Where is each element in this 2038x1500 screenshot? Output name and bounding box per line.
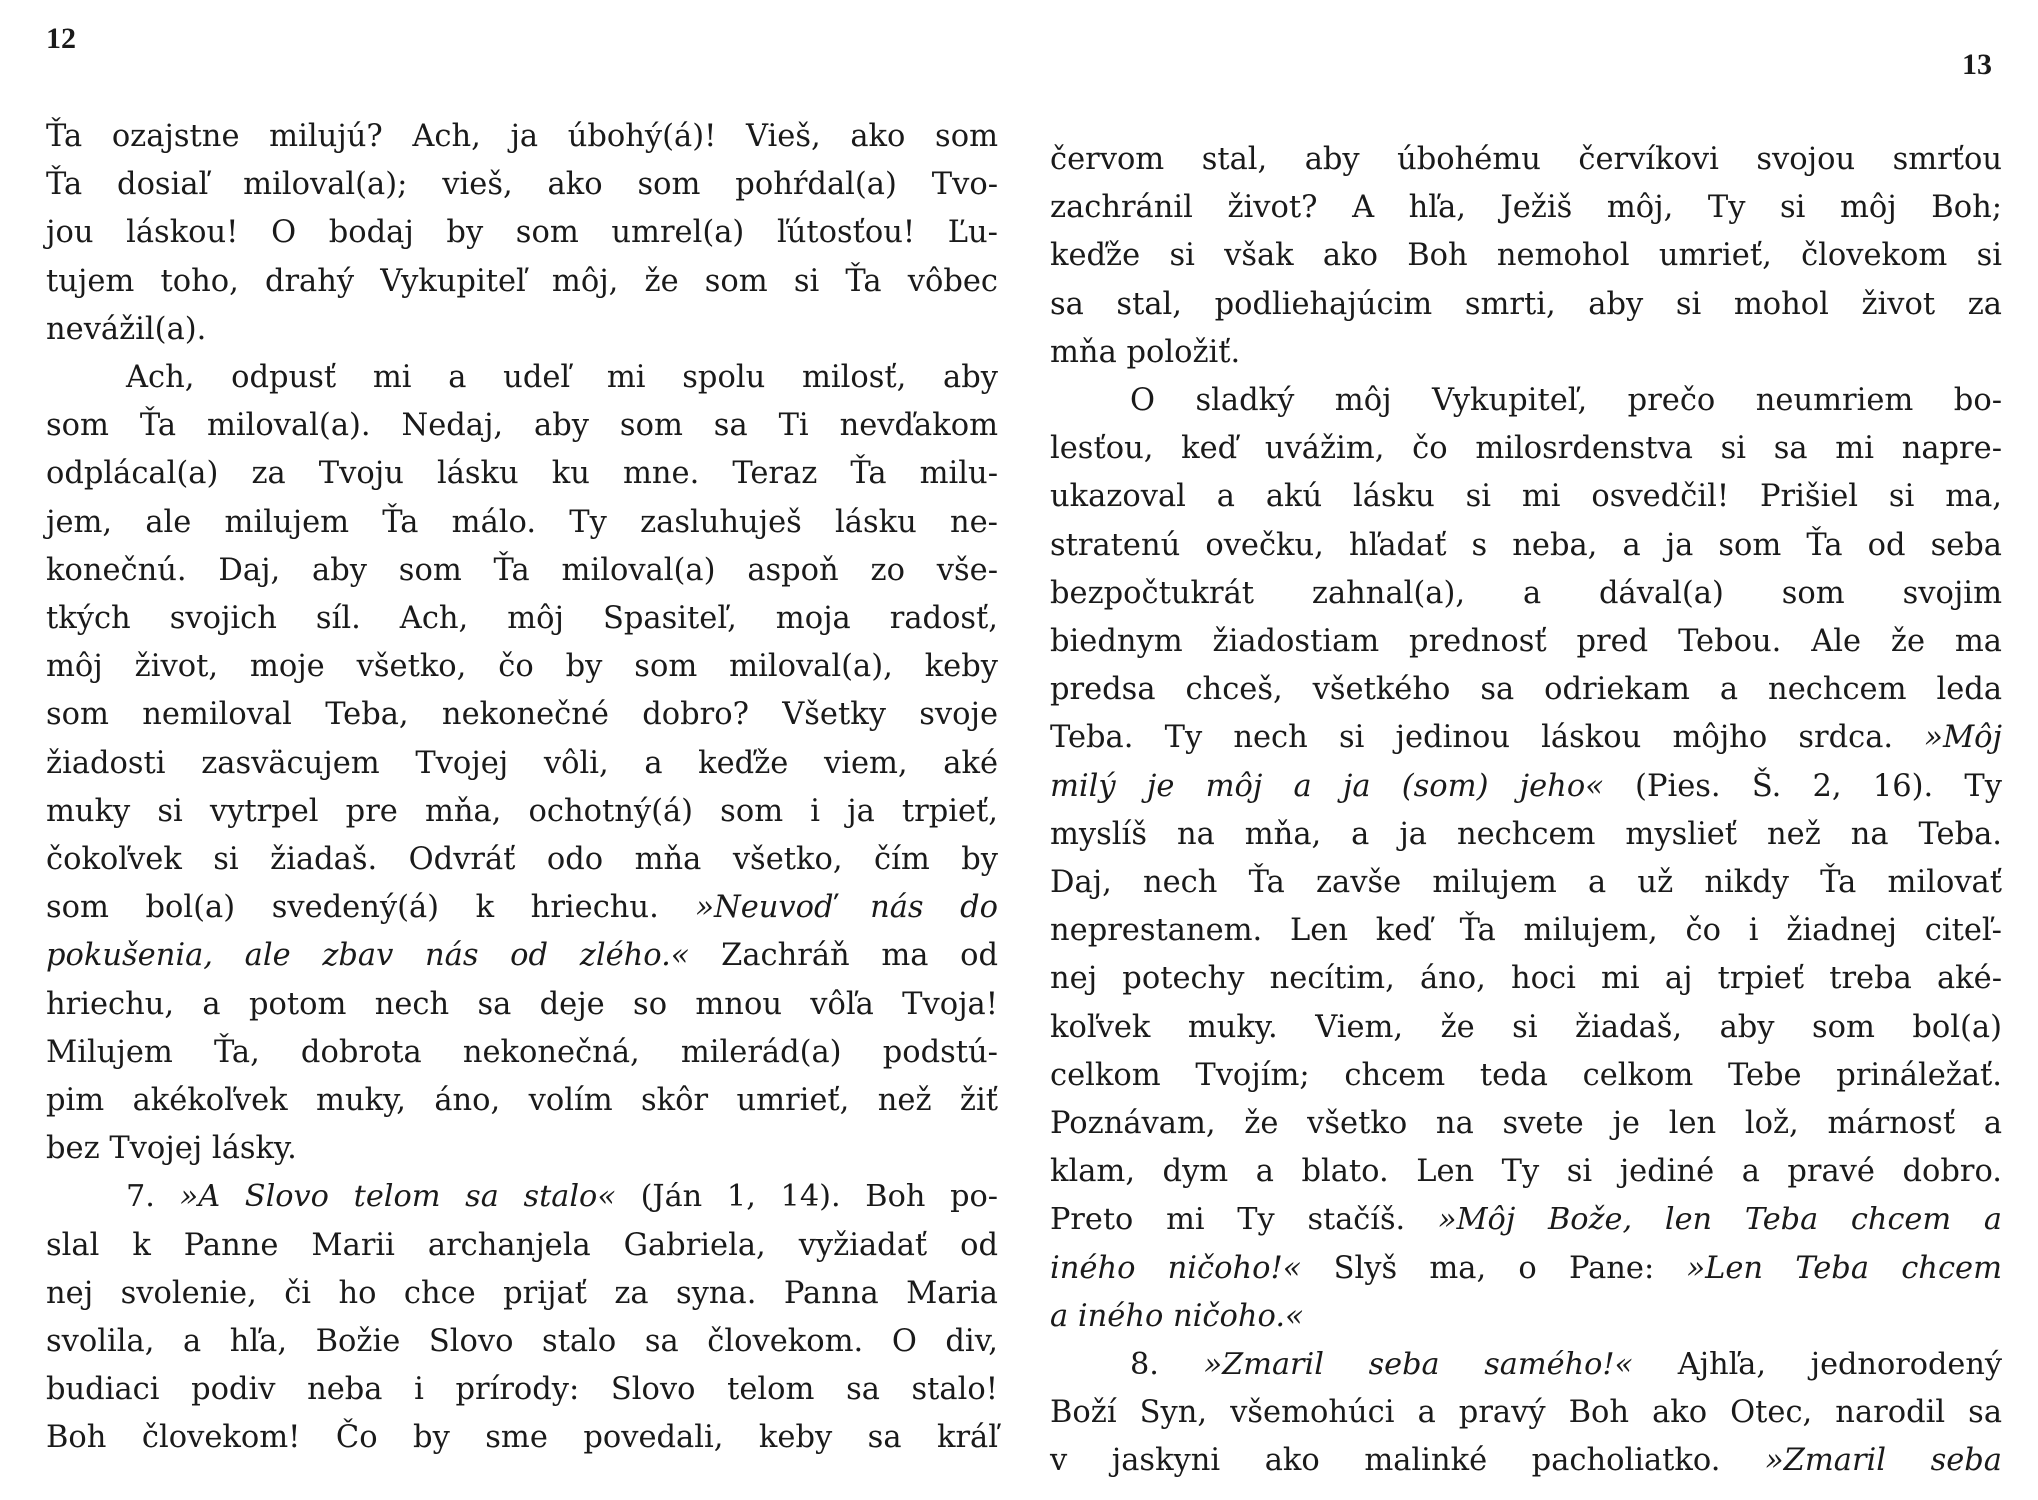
- line-text: stratenú ovečku, hľadať s neba, a ja som Ťa od seba: [1050, 527, 2002, 563]
- text-line: [46, 1414, 998, 1462]
- text-line: [46, 643, 998, 691]
- line-text: som nemiloval Teba, nekonečné dobro? Všetky svoje: [46, 697, 998, 733]
- line-text: koľvek muky. Viem, že si žiadaš, aby som bol(a): [1050, 1009, 2002, 1045]
- line-text: Daj, nech Ťa zavše milujem a už nikdy Ťa milovať: [1050, 865, 2002, 901]
- line-text: predsa chceš, všetkého sa odriekam a nechcem leda: [1050, 672, 2002, 708]
- quoted-text: »Zmaril seba: [1764, 1443, 2002, 1479]
- text-line: [46, 258, 998, 306]
- line-text: jem, ale milujem Ťa málo. Ty zasluhuješ lásku ne-: [46, 504, 998, 540]
- text-column-right: [1050, 136, 2002, 1486]
- line-text: zachránil život? A hľa, Ježiš môj, Ty si môj Boh;: [1050, 190, 2002, 226]
- text-line: [46, 1029, 998, 1077]
- text-line: [1050, 1100, 2002, 1148]
- line-text: biednym žiadostiam prednosť pred Tebou. Ale že ma: [1050, 624, 2002, 660]
- text-line: [1050, 1389, 2002, 1437]
- line-text: môj život, moje všetko, čo by som miloval(a), keby: [46, 649, 998, 685]
- text-line: [1050, 522, 2002, 570]
- line-text: čokoľvek si žiadaš. Odvráť odo mňa všetko, čím by: [46, 842, 998, 878]
- text-line: [1050, 281, 2002, 329]
- text-line: [1050, 425, 2002, 473]
- line-text: slal k Panne Marii archanjela Gabriela, vyžiadať od: [46, 1227, 998, 1263]
- line-text: Ťa dosiaľ miloval(a); vieš, ako som pohŕdal(a) Tvo-: [46, 167, 998, 203]
- text-line: [1050, 1004, 2002, 1052]
- text-line: [1050, 714, 2002, 762]
- text-line: [1050, 473, 2002, 521]
- line-text: 7.: [126, 1179, 180, 1215]
- text-line: [1050, 666, 2002, 714]
- text-line: [1050, 1148, 2002, 1196]
- line-text: Ajhľa, jednorodený: [1633, 1347, 2003, 1383]
- text-line: [46, 354, 998, 402]
- text-line: [46, 836, 998, 884]
- text-line: [46, 1222, 998, 1270]
- text-line: [1050, 907, 2002, 955]
- text-line: [1050, 955, 2002, 1003]
- line-text: nevážil(a).: [46, 311, 207, 347]
- text-line: [46, 402, 998, 450]
- line-text: klam, dym a blato. Len Ty si jediné a pravé dobro.: [1050, 1154, 2002, 1190]
- text-line: [46, 1125, 998, 1173]
- line-text: O sladký môj Vykupiteľ, prečo neumriem bo-: [1130, 383, 2002, 419]
- line-text: Preto mi Ty stačíš.: [1050, 1202, 1438, 1238]
- line-text: tkých svojich síl. Ach, môj Spasiteľ, moja radosť,: [46, 601, 998, 637]
- line-text: odplácal(a) za Tvoju lásku ku mne. Teraz Ťa milu-: [46, 456, 998, 492]
- line-text: Poznávam, že všetko na svete je len lož, márnosť a: [1050, 1106, 2002, 1142]
- text-line: [46, 788, 998, 836]
- line-text: Ach, odpusť mi a udeľ mi spolu milosť, aby: [126, 360, 998, 396]
- text-line: [1050, 1052, 2002, 1100]
- text-line: [1050, 859, 2002, 907]
- line-text: sa stal, podliehajúcim smrti, aby si mohol život za: [1050, 286, 2002, 322]
- text-line: [1050, 1245, 2002, 1293]
- text-line: [1050, 377, 2002, 425]
- text-line: [1050, 232, 2002, 280]
- text-line: [1050, 136, 2002, 184]
- line-text: jou láskou! O bodaj by som umrel(a) ľútosťou! Ľu-: [46, 215, 998, 251]
- line-text: tujem toho, drahý Vykupiteľ môj, že som si Ťa vôbec: [46, 263, 998, 299]
- quoted-text: »Neuvoď nás do: [695, 890, 999, 926]
- line-text: Boží Syn, všemohúci a pravý Boh ako Otec, narodil sa: [1050, 1395, 2002, 1431]
- text-line: [1050, 1341, 2002, 1389]
- line-text: Boh človekom! Čo by sme povedali, keby sa kráľ: [46, 1420, 998, 1456]
- line-text: keďže si však ako Boh nemohol umrieť, človekom si: [1050, 238, 2002, 274]
- text-line: [46, 595, 998, 643]
- quoted-text: iného ničoho!«: [1050, 1250, 1302, 1286]
- text-line: [1050, 1196, 2002, 1244]
- page-number-left: 12: [46, 22, 76, 55]
- text-line: [46, 1077, 998, 1125]
- line-text: budiaci podiv neba i prírody: Slovo telom sa stalo!: [46, 1372, 998, 1408]
- line-text: Teba. Ty nech si jedinou láskou môjho srdca.: [1050, 720, 1925, 756]
- text-line: [1050, 811, 2002, 859]
- text-line: [46, 306, 998, 354]
- line-text: Ťa ozajstne milujú? Ach, ja úbohý(á)! Vieš, ako som: [46, 119, 998, 154]
- text-line: [46, 450, 998, 498]
- line-text: Slyš ma, o Pane:: [1301, 1250, 1687, 1286]
- line-text: Milujem Ťa, dobrota nekonečná, milerád(a) podstú-: [46, 1034, 998, 1070]
- line-text: (Ján 1, 14). Boh po-: [615, 1179, 999, 1215]
- line-text: ukazoval a akú lásku si mi osvedčil! Prišiel si ma,: [1050, 479, 2002, 515]
- line-text: konečnú. Daj, aby som Ťa miloval(a) aspoň zo vše-: [46, 552, 998, 588]
- line-text: muky si vytrpel pre mňa, ochotný(á) som i ja trpieť,: [46, 793, 998, 829]
- text-line: [1050, 618, 2002, 666]
- quoted-text: a iného ničoho.«: [1050, 1298, 1304, 1334]
- quoted-text: »A Slovo telom sa stalo«: [179, 1179, 616, 1215]
- line-text: bezpočtukrát zahnal(a), a dával(a) som svojim: [1050, 575, 2002, 611]
- line-text: nej svolenie, či ho chce prijať za syna. Panna Maria: [46, 1275, 998, 1311]
- line-text: pim akékoľvek muky, áno, volím skôr umrieť, než žiť: [46, 1083, 998, 1119]
- quoted-text: »Môj: [1924, 720, 2002, 756]
- quoted-text: pokušenia, ale zbav nás od zlého.«: [46, 938, 690, 974]
- text-line: [46, 1318, 998, 1366]
- line-text: hriechu, a potom nech sa deje so mnou vôľa Tvoja!: [46, 986, 998, 1022]
- text-line: [46, 209, 998, 257]
- line-text: červom stal, aby úbohému červíkovi svojou smrťou: [1050, 142, 2002, 177]
- line-text: neprestanem. Len keď Ťa milujem, čo i žiadnej citeľ-: [1050, 913, 2002, 949]
- line-text: žiadosti zasväcujem Tvojej vôli, a keďže viem, aké: [46, 745, 998, 781]
- line-text: 8.: [1130, 1347, 1204, 1383]
- text-line: [46, 691, 998, 739]
- text-line: [46, 499, 998, 547]
- text-line: [1050, 763, 2002, 811]
- line-text: som bol(a) svedený(á) k hriechu.: [46, 890, 696, 926]
- line-text: celkom Tvojím; chcem teda celkom Tebe prináležať.: [1050, 1057, 2002, 1093]
- quoted-text: »Môj Bože, len Teba chcem a: [1437, 1202, 2002, 1238]
- text-line: [1050, 329, 2002, 377]
- line-text: myslíš na mňa, a ja nechcem myslieť než na Teba.: [1050, 816, 2002, 852]
- text-line: [46, 1270, 998, 1318]
- text-line: [46, 932, 998, 980]
- text-line: [46, 740, 998, 788]
- line-text: lesťou, keď uvážim, čo milosrdenstva si sa mi napre-: [1050, 431, 2002, 467]
- line-text: bez Tvojej lásky.: [46, 1131, 297, 1167]
- text-line: [1050, 1293, 2002, 1341]
- quoted-text: »Len Teba chcem: [1686, 1250, 2002, 1286]
- quoted-text: milý je môj a ja (som) jeho«: [1050, 768, 1604, 804]
- line-text: som Ťa miloval(a). Nedaj, aby som sa Ti nevďakom: [46, 408, 998, 444]
- page-number-right: 13: [1962, 48, 1992, 81]
- text-line: [46, 884, 998, 932]
- text-line: [46, 113, 998, 161]
- line-text: svolila, a hľa, Božie Slovo stalo sa človekom. O div,: [46, 1324, 998, 1360]
- text-line: [1050, 184, 2002, 232]
- text-line: [1050, 1437, 2002, 1485]
- line-text: nej potechy necítim, áno, hoci mi aj trpieť treba aké-: [1050, 961, 2002, 997]
- quoted-text: »Zmaril seba samého!«: [1203, 1347, 1634, 1383]
- text-line: [46, 1173, 998, 1221]
- line-text: Zachráň ma od: [689, 938, 998, 974]
- text-line: [46, 161, 998, 209]
- line-text: v jaskyni ako malinké pacholiatko.: [1050, 1443, 1765, 1479]
- text-line: [46, 981, 998, 1029]
- text-line: [46, 1366, 998, 1414]
- line-text: (Pies. Š. 2, 16). Ty: [1603, 768, 2002, 804]
- text-column-left: [46, 113, 998, 1463]
- text-line: [1050, 570, 2002, 618]
- text-line: [46, 547, 998, 595]
- line-text: mňa položiť.: [1050, 334, 1241, 370]
